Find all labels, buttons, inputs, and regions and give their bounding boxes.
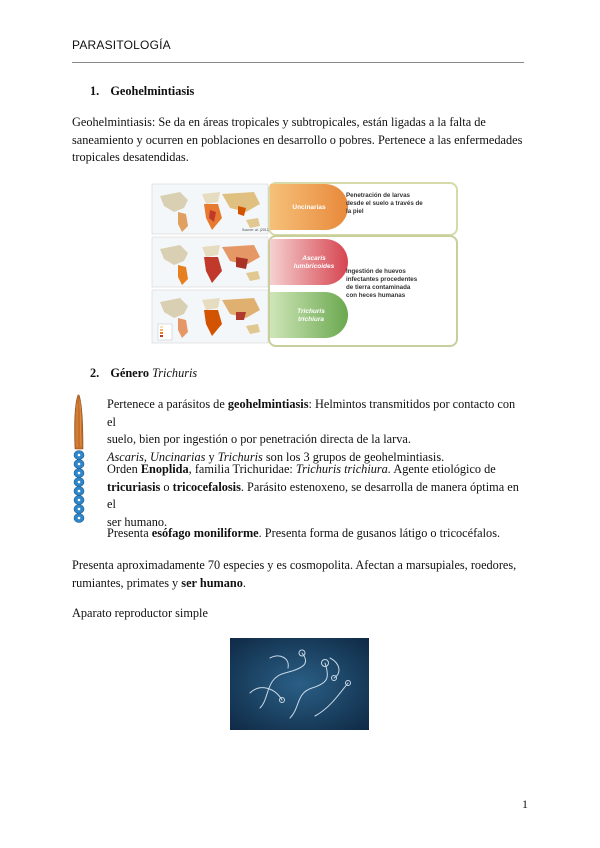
paragraph-reproductive: Aparato reproductor simple (72, 606, 208, 620)
section-2-heading (90, 366, 197, 381)
paragraph-line: Geohelmintiasis: Se da en áreas tropicales y subtropicales, están ligadas a la falta de (72, 115, 486, 129)
label-ascaris (270, 239, 348, 285)
paragraph-line: tropicales desatendidas. (72, 150, 189, 164)
paragraph-line: Presenta aproximadamente 70 especies y es cosmopolita. Afectan a marsupiales, roedores, (72, 558, 517, 572)
box-text-line: infectantes procedentes (346, 276, 418, 283)
label-trichuris (270, 292, 348, 338)
box-text-line: la piel (346, 208, 364, 215)
section-1-paragraph (72, 114, 532, 167)
label-trichuris-text: Trichuris trichiura (297, 308, 325, 323)
text-run-italic: Ascaris, Uncinarias (107, 449, 206, 464)
section-2-title: Género (110, 366, 150, 380)
label-ascaris-text: Ascaris lumbricoides (293, 255, 335, 270)
text-run: Pertenece a parásitos de (107, 397, 225, 411)
paragraph-line (107, 396, 527, 431)
section-2-paragraph-3 (107, 525, 527, 543)
label-uncinarias-text: Uncinarias (292, 204, 326, 211)
text-run: : Helmintos transmitidos por contacto con el (107, 397, 516, 429)
box-skin-text (346, 192, 438, 216)
text-run: y (208, 449, 215, 464)
label-uncinarias (270, 184, 348, 230)
header-divider (72, 62, 524, 63)
text-run-italic: Trichuris (217, 449, 263, 464)
text-run: rumiantes, primates y (72, 575, 179, 590)
text-run-bold: ser humano (181, 575, 243, 590)
text-run: . Presenta forma de gusanos látigo o tricocéfalos. (258, 526, 501, 540)
text-run: Presenta (107, 526, 149, 540)
map-trichuris (152, 290, 268, 343)
paragraph-species (72, 557, 532, 592)
map-ascaris (152, 237, 268, 287)
geohelminth-figure (150, 182, 456, 345)
text-run: Agente etiológico de (393, 462, 496, 476)
text-run-bold: tricocefalosis (172, 479, 241, 494)
box-text-line: con heces humanas (346, 292, 406, 299)
page-header: PARASITOLOGÍA (72, 38, 171, 52)
text-run: Orden (107, 462, 138, 476)
text-run-bold: esófago moniliforme (151, 526, 259, 540)
map-credit: Source: al. (2013) (242, 228, 270, 232)
text-run: . (242, 575, 246, 590)
section-2-paragraph-1 (107, 396, 527, 466)
text-run-bold: Enoplida (140, 462, 189, 476)
paragraph-line: saneamiento y ocurren en poblaciones en desarrollo o pobres. Pertenece a las enfermedades (72, 132, 523, 147)
text-run-bold: geohelmintiasis (227, 397, 309, 411)
text-run: o (163, 479, 170, 494)
section-2-title-genus: Trichuris (152, 366, 198, 380)
section-2-number: 2. (90, 366, 100, 380)
text-run-italic: Trichuris trichiura. (295, 462, 391, 476)
section-2-paragraph-2 (107, 461, 527, 531)
section-1-heading (90, 84, 194, 99)
page-number: 1 (522, 797, 528, 811)
text-run: . Parásito estenoxeno, se desarrolla de manera óptima en el (107, 479, 519, 511)
text-run: , familia Trichuridae: (188, 462, 293, 476)
text-run: son los 3 grupos de geohelmintiasis. (265, 449, 445, 464)
box-text-line: desde el suelo a través de (346, 200, 423, 207)
paragraph-line (72, 575, 532, 593)
box-text-line: Ingestión de huevos (346, 268, 406, 275)
box-text-line: Penetración de larvas (346, 192, 410, 199)
paragraph-line (107, 461, 527, 479)
world-maps (150, 182, 270, 345)
section-1-number: 1. (90, 84, 100, 98)
text-run-bold: tricuriasis (107, 479, 161, 494)
paragraph-line (107, 479, 527, 514)
section-1-title: Geohelmintiasis (110, 84, 195, 98)
trichuris-worm-illustration (70, 393, 92, 525)
box-text-line: de tierra contaminada (346, 284, 411, 291)
trichuris-microscopy-photo (230, 638, 369, 730)
paragraph-line: ser humano. (107, 514, 168, 529)
map-uncinarias (152, 184, 270, 234)
box-ingestion-text (346, 268, 442, 300)
paragraph-line: suelo, bien por ingestión o por penetración directa de la larva. (107, 432, 411, 446)
